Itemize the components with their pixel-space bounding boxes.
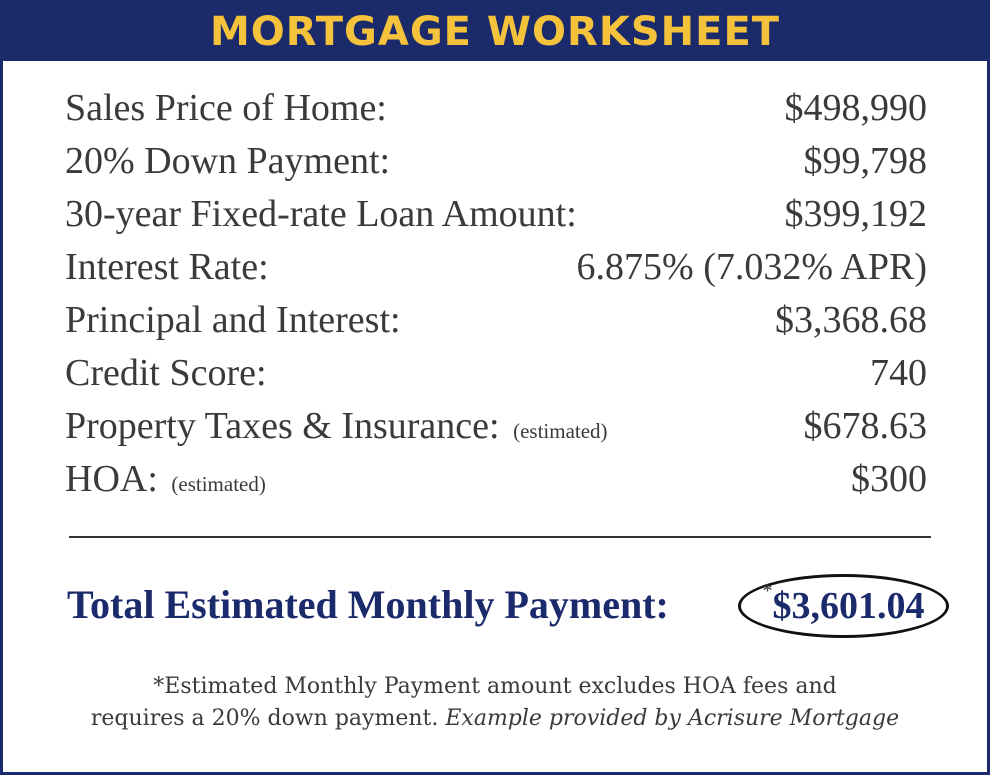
- footnote-line-2: requires a 20% down payment. Example provided by Acrisure Mortgage: [90, 706, 900, 731]
- total-asterisk: *: [762, 580, 773, 602]
- row-value: $678.63: [803, 405, 927, 447]
- row-label: Principal and Interest:: [65, 299, 401, 341]
- row-label: Interest Rate:: [65, 246, 269, 288]
- footnote-line-1: *Estimated Monthly Payment amount excludes HOA fees and: [153, 674, 837, 699]
- row-label: Sales Price of Home:: [65, 87, 387, 129]
- total-label: Total Estimated Monthly Payment:: [67, 582, 669, 627]
- row-label: Credit Score:: [65, 352, 267, 394]
- row-value: 740: [870, 352, 927, 394]
- row-label: 20% Down Payment:: [65, 140, 391, 182]
- row-value: $300: [851, 458, 927, 500]
- row-down-payment: [65, 139, 927, 192]
- row-value: $99,798: [803, 140, 927, 182]
- row-credit-score: [65, 351, 927, 404]
- footnote-attribution: Example provided by Acrisure Mortgage: [445, 706, 900, 731]
- line-items: [65, 86, 927, 510]
- row-loan-amount: [65, 192, 927, 245]
- row-label: 30-year Fixed-rate Loan Amount:: [65, 193, 577, 235]
- row-value: $498,990: [784, 87, 927, 129]
- footnote: [3, 671, 987, 735]
- row-value: $399,192: [784, 193, 927, 235]
- worksheet-header: [3, 3, 987, 61]
- worksheet-title: MORTGAGE WORKSHEET: [209, 9, 781, 55]
- row-sales-price: [65, 86, 927, 139]
- row-value: $3,368.68: [775, 299, 927, 341]
- row-note: (estimated): [171, 472, 266, 496]
- row-value: 6.875% (7.032% APR): [576, 246, 927, 288]
- total-value: *$3,601.04: [762, 580, 925, 627]
- total-value-oval: [738, 574, 949, 638]
- row-interest-rate: [65, 245, 927, 298]
- row-taxes-insurance: [65, 404, 927, 457]
- row-note: (estimated): [513, 419, 608, 443]
- row-principal-interest: [65, 298, 927, 351]
- row-label: Property Taxes & Insurance: (estimated): [65, 405, 608, 447]
- row-label: HOA: (estimated): [65, 458, 266, 500]
- row-hoa: [65, 457, 927, 510]
- divider-line: [69, 536, 931, 538]
